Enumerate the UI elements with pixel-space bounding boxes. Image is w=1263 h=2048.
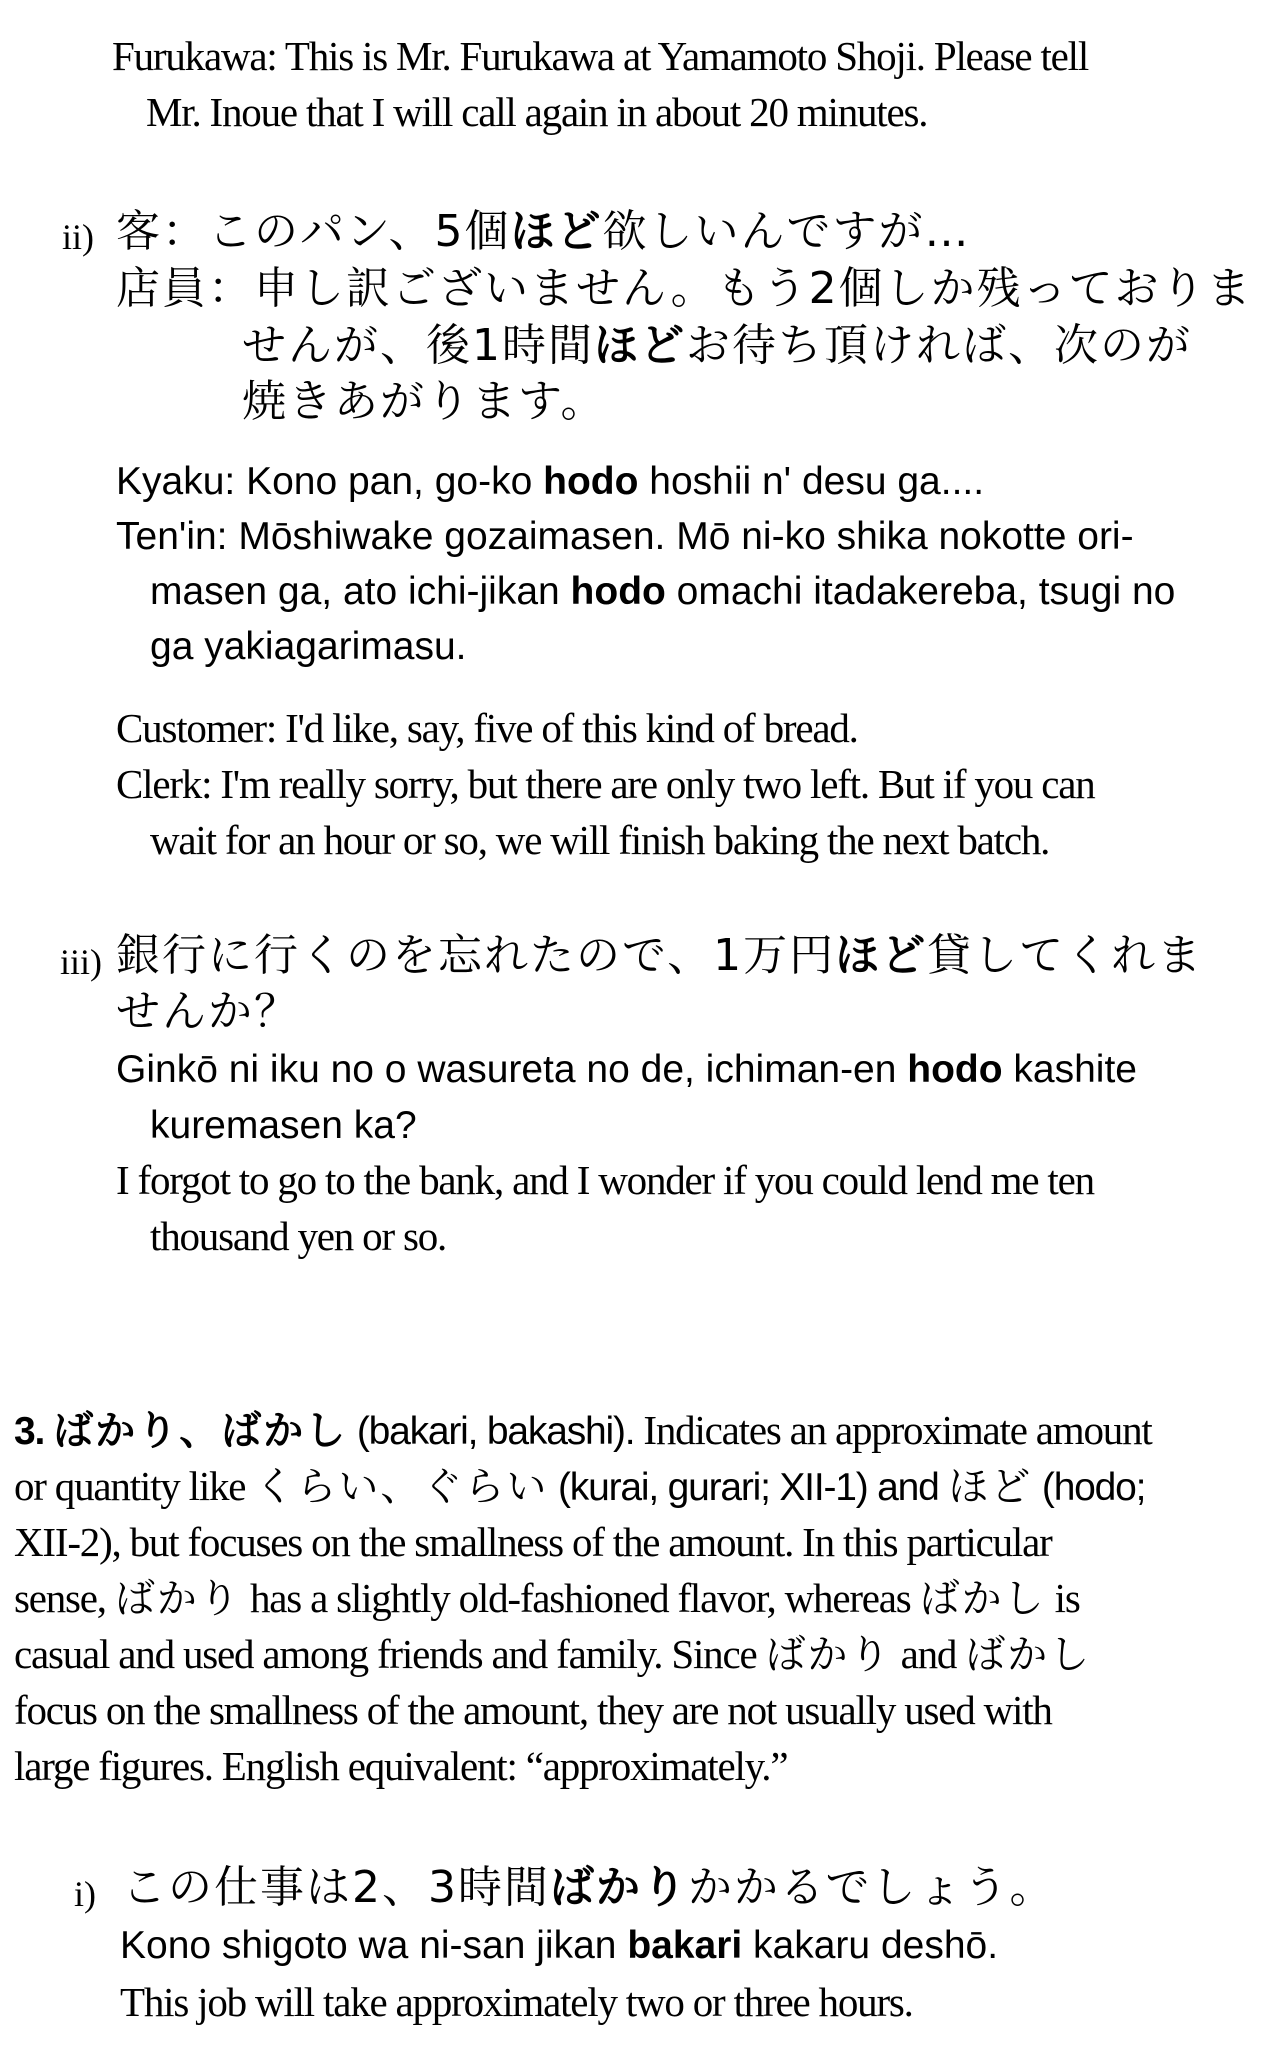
keyword-hodo: hodo (543, 460, 639, 503)
body-text: (kurai, gurari; XII-1) and (548, 1466, 949, 1509)
example-english-line: Clerk: I'm really sorry, but there are only two left. But if you can (116, 761, 1095, 807)
romaji-text: hoshii n' desu ga.... (638, 460, 985, 503)
example-romaji-line (116, 1050, 1137, 1089)
body-text: casual and used among friends and family. Since (14, 1631, 766, 1677)
example-english-line: This job will take approximately two or three hours. (120, 1979, 913, 2025)
keyword-bakari: bakari (627, 1924, 743, 1967)
keyword-hodo: ほど (594, 320, 686, 371)
jp-term: ばかし (965, 1632, 1092, 1678)
example-romaji-line (150, 572, 1175, 611)
example-marker: ii) (62, 217, 94, 257)
jp-text: お待ち頂ければ、次のが (686, 320, 1192, 371)
example-japanese-line (116, 930, 1204, 981)
example-english-line: Mr. Inoue that I will call again in about 20 minutes. (146, 89, 928, 135)
body-text: sense, (14, 1575, 115, 1621)
example-japanese-line (242, 320, 1192, 371)
jp-term: ほど (948, 1464, 1033, 1510)
romaji-text: omachi itadakereba, tsugi no (665, 570, 1176, 613)
romaji-text: Kyaku: Kono pan, go-ko (116, 460, 544, 503)
body-line (14, 1575, 1080, 1622)
example-japanese-line: 店員：申し訳ございません。もう2個しか残っておりま (116, 263, 1253, 314)
jp-text: 欲しいんですが… (602, 206, 971, 257)
example-romaji-line: Ten'in: Mōshiwake gozaimasen. Mō ni-ko shika nokotte ori- (116, 515, 1134, 558)
example-marker: i) (74, 1874, 96, 1914)
keyword-hodo: ほど (835, 930, 928, 981)
example-japanese-line: せんか？ (116, 986, 300, 1037)
example-romaji-line (116, 462, 984, 501)
romaji-text: Kono shigoto wa ni-san jikan (120, 1924, 628, 1967)
jp-term: ばかり (765, 1632, 892, 1678)
body-text: and (891, 1631, 966, 1677)
body-text: Indicates an approximate amount (634, 1407, 1152, 1453)
body-text: has a slightly old-fashioned flavor, whereas (240, 1575, 920, 1621)
keyword-hodo: hodo (570, 570, 666, 613)
keyword-bakari: ばかり (550, 1862, 688, 1913)
section-heading-line (14, 1407, 1152, 1454)
jp-text: この仕事は2、3時間 (122, 1862, 550, 1913)
body-text: or quantity like (14, 1463, 255, 1509)
section-heading-romaji: (bakari, bakashi). (347, 1410, 635, 1453)
example-romaji-line (120, 1926, 998, 1965)
jp-text: 貸してくれま (927, 930, 1204, 981)
example-japanese-line (122, 1862, 1056, 1913)
jp-term: くらい、ぐらい (254, 1464, 549, 1510)
jp-text: かかるでしょう。 (688, 1862, 1056, 1913)
example-english-line: thousand yen or so. (150, 1213, 447, 1259)
body-line: focus on the smallness of the amount, they are not usually used with (14, 1687, 1052, 1733)
jp-term: ばかし (919, 1576, 1046, 1622)
jp-term: ばかり (114, 1576, 241, 1622)
romaji-text: Ginkō ni iku no o wasureta no de, ichiman-en (116, 1048, 908, 1091)
body-line (14, 1631, 1092, 1678)
romaji-text: kashite (1002, 1048, 1137, 1091)
body-text: is (1045, 1575, 1080, 1621)
jp-text: 銀行に行くのを忘れたので、1万円 (116, 930, 836, 981)
section-heading-jp: ばかり、ばかし (53, 1408, 348, 1454)
example-english-line: wait for an hour or so, we will finish baking the next batch. (150, 817, 1050, 863)
example-english-line: Customer: I'd like, say, five of this kind of bread. (116, 705, 858, 751)
body-line (14, 1463, 1146, 1510)
keyword-hodo: hodo (907, 1048, 1003, 1091)
romaji-text: kakaru deshō. (742, 1924, 999, 1967)
example-romaji-line: ga yakiagarimasu. (150, 625, 467, 668)
example-japanese-line: 焼きあがります。 (242, 376, 607, 427)
body-text: (hodo; (1032, 1466, 1146, 1509)
romaji-text: masen ga, ato ichi-jikan (150, 570, 571, 613)
jp-text: 客：このパン、5個 (116, 206, 511, 257)
keyword-hodo: ほど (510, 206, 603, 257)
example-romaji-line: kuremasen ka? (150, 1104, 417, 1147)
body-line: large figures. English equivalent: “approximately.” (14, 1743, 788, 1789)
section-number: 3. (14, 1410, 45, 1453)
jp-text: せんが、後1時間 (242, 320, 594, 371)
body-line: XII-2), but focuses on the smallness of the amount. In this particular (14, 1519, 1052, 1565)
example-english-line: I forgot to go to the bank, and I wonder if you could lend me ten (116, 1157, 1094, 1203)
example-english-line: Furukawa: This is Mr. Furukawa at Yamamoto Shoji. Please tell (112, 33, 1089, 79)
example-marker: iii) (60, 942, 102, 982)
example-japanese-line (116, 206, 971, 257)
